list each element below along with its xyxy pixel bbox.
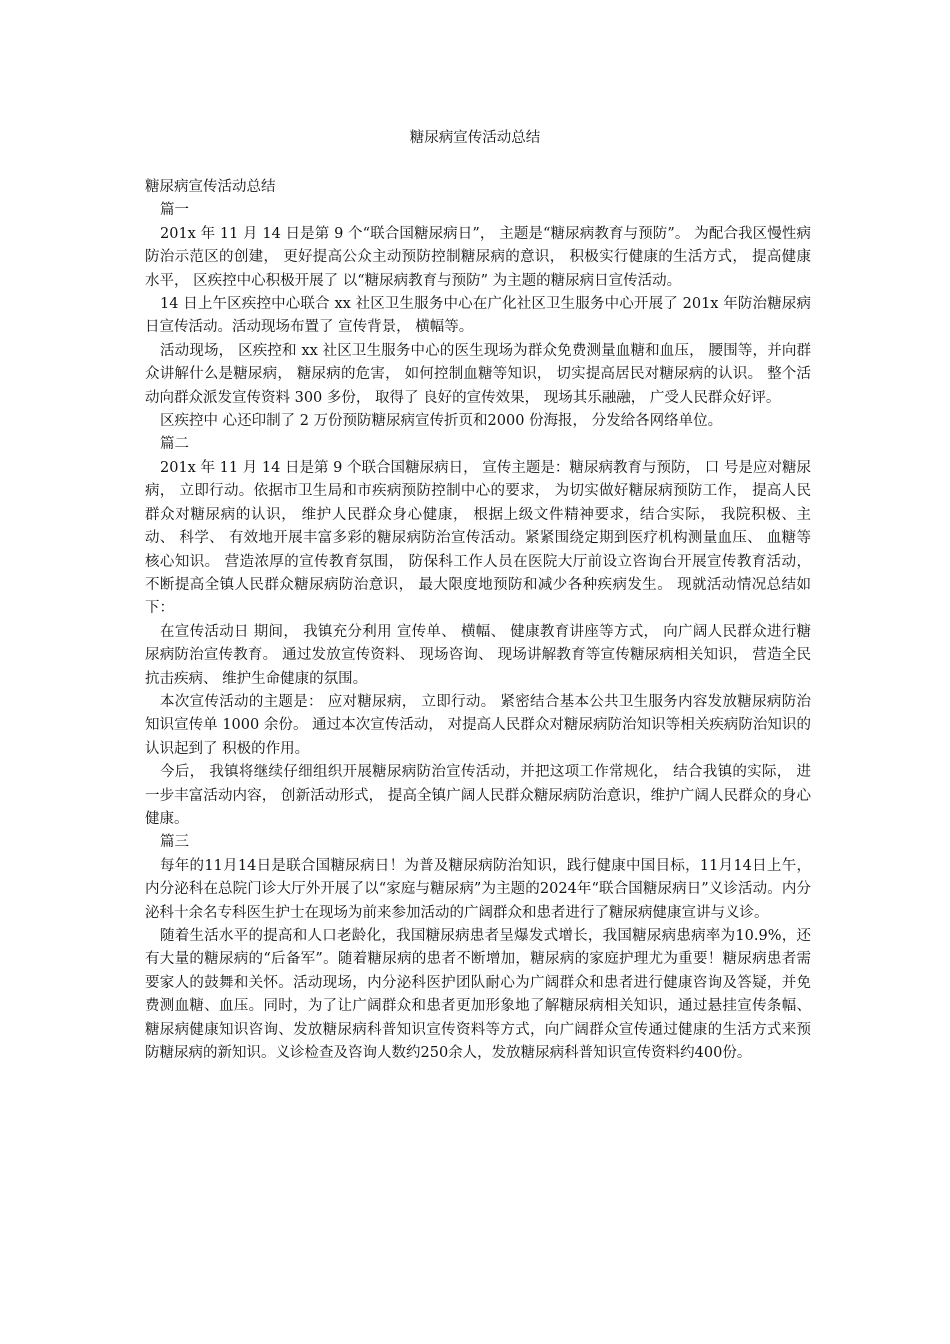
paragraph: 201x 年 11 月 14 日是第 9 个联合国糖尿病日， 宣传主题是：糖尿病教育与预防， 口 号是应对糖尿病， 立即行动。依据市卫生局和市疾病预防控制中心的要求， 为切实做好糖尿病预防工作， 提高人民群众对糖尿病的认识， 维护人民群众身心健康， 根据上级文件精神要求，结合实际， 我院积极、主动、 科学、 有效地开展丰富多彩的糖尿病防治宣传活动。紧紧围绕定期到医疗机构测量血压、 血糖等核心知识。 营造浓厚的宣传教育氛围， 防保科工作人员在医院大厅前设立咨询台开展宣传教育活动， 不断提高全镇人民群众糖尿病防治意识， 最大限度地预防和减少各种疾病发生。 现就活动情况总结如下： <box>145 459 811 617</box>
paragraph: 活动现场， 区疾控和 xx 社区卫生服务中心的医生现场为群众免费测量血糖和血压， 腰围等，并向群众讲解什么是糖尿病， 糖尿病的危害， 如何控制血糖等知识， 切实提高居民对糖尿病的认识。 整个活动向群众派发宣传资料 300 多份， 取得了 良好的宣传效果， 现场其乐融融， 广受人民群众好评。 <box>145 342 811 406</box>
paragraph: 本次宣传活动的主题是： 应对糖尿病， 立即行动。 紧密结合基本公共卫生服务内容发放糖尿病防治知识宣传单 1000 余份。 通过本次宣传活动， 对提高人民群众对糖尿病防治知识等相关疾病防治知识的认识起到了 积极的作用。 <box>145 693 811 757</box>
paragraph: 14 日上午区疾控中心联合 xx 社区卫生服务中心在广化社区卫生服务中心开展了 201x 年防治糖尿病日宣传活动。活动现场布置了 宣传背景， 横幅等。 <box>145 296 811 336</box>
paragraph: 今后， 我镇将继续仔细组织开展糖尿病防治宣传活动，并把这项工作常规化， 结合我镇的实际， 进一步丰富活动内容， 创新活动形式， 提高全镇广阔人民群众糖尿病防治意识，维护广阔人民群众的身心健康。 <box>145 764 811 827</box>
document-title: 糖尿病宣传活动总结 <box>409 130 541 146</box>
paragraph: 201x 年 11 月 14 日是第 9 个“联合国糖尿病日”， 主题是“糖尿病教育与预防”。 为配合我区慢性病防治示范区的创建， 更好提高公众主动预防控制糖尿病的意识， 积极实行健康的生活方式， 提高健康水平， 区疾控中心积极开展了 以“糖尿病教育与预防” 为主题的糖尿病日宣传活动。 <box>145 225 811 289</box>
document-heading: 糖尿病宣传活动总结 <box>145 179 276 195</box>
paragraph: 在宣传活动日 期间， 我镇充分利用 宣传单、 横幅、 健康教育讲座等方式， 向广阔人民群众进行糖尿病防治宣传教育。 通过发放宣传资料、 现场咨询、 现场讲解教育等宣传糖尿病相关知识， 营造全民抗击疾病、 维护生命健康的氛围。 <box>145 623 811 687</box>
paragraph: 区疾控中 心还印制了 2 万份预防糖尿病宣传折页和2000 份海报， 分发给各网络单位。 <box>160 413 723 430</box>
section-label-3: 篇三 <box>160 834 189 851</box>
paragraph: 随着生活水平的提高和人口老龄化，我国糖尿病患者呈爆发式增长，我国糖尿病患病率为10.9%，还有大量的糖尿病的“后备军”。随着糖尿病的患者不断增加，糖尿病的家庭护理尤为重要！糖尿病患者需要家人的鼓舞和关怀。活动现场，内分泌科医护团队耐心为广阔群众和患者进行健康咨询及答疑，并免费测血糖、血压。同时，为了让广阔群众和患者更加形象地了解糖尿病相关知识，通过悬挂宣传条幅、糖尿病健康知识咨询、发放糖尿病科普知识宣传资料等方式，向广阔群众宣传通过健康的生活方式来预防糖尿病的新知识。义诊检查及咨询人数约250余人，发放糖尿病科普知识宣传资料约400份。 <box>145 928 811 1062</box>
section-label-2: 篇二 <box>160 436 189 453</box>
section-label-1: 篇一 <box>160 202 189 219</box>
paragraph: 每年的11月14日是联合国糖尿病日！为普及糖尿病防治知识，践行健康中国目标，11月14日上午，内分泌科在总院门诊大厅外开展了以“家庭与糖尿病”为主题的2024年“联合国糖尿病日”义诊活动。内分泌科十余名专科医生护士在现场为前来参加活动的广阔群众和患者进行了糖尿病健康宣讲与义诊。 <box>145 857 811 921</box>
document-body <box>145 176 811 1065</box>
